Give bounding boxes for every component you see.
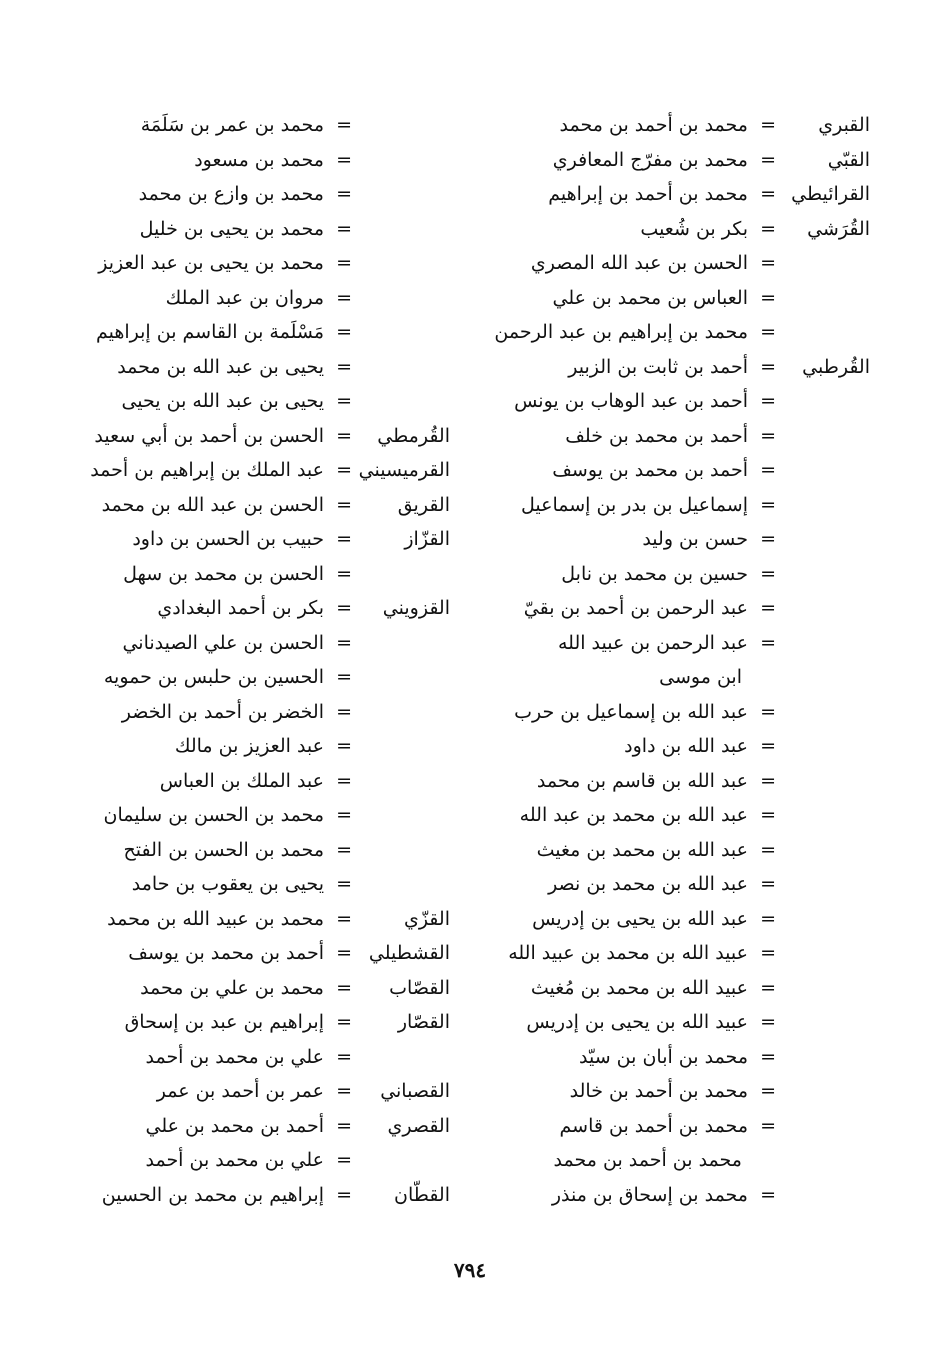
page-number: ٧٩٤ bbox=[453, 1258, 487, 1282]
entry-name: محمد بن أحمد بن إبراهيم bbox=[548, 183, 748, 205]
entry-nisba: القصّار bbox=[397, 1011, 450, 1033]
index-entry bbox=[70, 419, 450, 454]
entry-equals-sign: = bbox=[760, 769, 776, 792]
entry-equals-sign: = bbox=[336, 493, 352, 516]
index-entry bbox=[470, 419, 870, 454]
entry-equals-sign: = bbox=[760, 976, 776, 999]
entry-name: عبد الله بن إسماعيل بن حرب bbox=[514, 700, 748, 723]
index-entry bbox=[70, 315, 450, 350]
index-entry bbox=[70, 177, 450, 212]
entry-equals-sign: = bbox=[336, 700, 352, 723]
entry-name: الحسن بن عبد الله بن محمد bbox=[101, 493, 324, 516]
entry-name: الحسن بن أحمد بن أبي سعيد bbox=[94, 424, 324, 447]
entry-name: محمد بن أحمد بن خالد bbox=[569, 1080, 748, 1102]
entry-name: الحسن بن علي الصيدناني bbox=[122, 631, 324, 654]
entry-equals-sign: = bbox=[760, 631, 776, 654]
entry-name: محمد بن وازع بن محمد bbox=[138, 183, 324, 205]
index-entry bbox=[70, 660, 450, 695]
entry-nisba: القطّان bbox=[393, 1183, 450, 1206]
entry-equals-sign: = bbox=[336, 666, 352, 688]
index-entry bbox=[470, 902, 870, 937]
index-entry bbox=[470, 1005, 870, 1040]
index-entry bbox=[470, 1178, 870, 1213]
entry-equals-sign: = bbox=[760, 252, 776, 274]
entry-name: إبراهيم بن عبد بن إسحاق bbox=[124, 1011, 324, 1033]
entry-equals-sign: = bbox=[336, 597, 352, 619]
entry-equals-sign: = bbox=[336, 1011, 352, 1033]
entry-name: عبد الله بن محمد بن نصر bbox=[548, 873, 748, 895]
entry-equals-sign: = bbox=[760, 838, 776, 861]
entry-equals-sign: = bbox=[336, 459, 352, 481]
entry-name: محمد بن إسحاق بن منذر bbox=[551, 1183, 748, 1206]
entry-name: مروان بن عبد الملك bbox=[165, 286, 324, 309]
index-entry bbox=[70, 626, 450, 661]
index-entry bbox=[470, 212, 870, 247]
entry-equals-sign: = bbox=[760, 1183, 776, 1206]
index-entry bbox=[70, 453, 450, 488]
index-entry bbox=[70, 936, 450, 971]
index-entry bbox=[470, 281, 870, 316]
index-entry bbox=[70, 557, 450, 592]
entry-equals-sign: = bbox=[336, 942, 352, 964]
index-entry bbox=[470, 971, 870, 1006]
index-entry bbox=[470, 557, 870, 592]
right-column bbox=[470, 108, 870, 1212]
entry-nisba: القزّي bbox=[403, 907, 450, 930]
entry-nisba: القزّاز bbox=[404, 528, 450, 550]
index-entry bbox=[470, 384, 870, 419]
entry-equals-sign: = bbox=[336, 1045, 352, 1068]
index-entry bbox=[70, 384, 450, 419]
index-entry bbox=[470, 350, 870, 385]
index-entry bbox=[70, 971, 450, 1006]
entry-name: محمد بن أحمد بن محمد bbox=[553, 1149, 742, 1171]
entry-nisba: القبّي bbox=[827, 148, 870, 171]
entry-equals-sign: = bbox=[760, 804, 776, 826]
entry-equals-sign: = bbox=[336, 838, 352, 861]
entry-nisba: القبري bbox=[818, 114, 870, 136]
entry-name: محمد بن مفرّج المعافري bbox=[552, 148, 748, 171]
entry-equals-sign: = bbox=[760, 1045, 776, 1068]
entry-name: الحسين بن حلبس بن حمويه bbox=[103, 666, 324, 688]
entry-name: محمد بن يحيى بن خليل bbox=[139, 217, 324, 240]
entry-equals-sign: = bbox=[336, 390, 352, 412]
entry-name: محمد بن يحيى بن عبد العزيز bbox=[98, 252, 324, 274]
index-entry bbox=[70, 1074, 450, 1109]
entry-name: محمد بن عبيد الله بن محمد bbox=[107, 907, 324, 930]
entry-equals-sign: = bbox=[760, 493, 776, 516]
entry-name: عبيد الله بن يحيى بن إدريس bbox=[526, 1011, 748, 1033]
index-entry bbox=[470, 108, 870, 143]
index-entry bbox=[470, 1040, 870, 1075]
entry-equals-sign: = bbox=[336, 183, 352, 205]
entry-nisba: القشطيلي bbox=[368, 942, 450, 964]
entry-name: عبد الله بن محمد بن مغيث bbox=[536, 838, 748, 861]
index-entry bbox=[70, 522, 450, 557]
entry-name: عبيد الله بن محمد بن مُغيث bbox=[530, 976, 748, 999]
entry-equals-sign: = bbox=[760, 114, 776, 136]
entry-equals-sign: = bbox=[336, 355, 352, 378]
entry-nisba: القصباني bbox=[380, 1080, 450, 1102]
entry-equals-sign: = bbox=[760, 148, 776, 171]
entry-name: يحيى بن يعقوب بن حامد bbox=[131, 873, 324, 895]
entry-name: يحيى بن عبد الله بن يحيى bbox=[121, 390, 324, 412]
entry-equals-sign: = bbox=[336, 873, 352, 895]
index-entry bbox=[470, 1109, 870, 1144]
left-column bbox=[70, 108, 450, 1212]
index-entry bbox=[470, 591, 870, 626]
entry-nisba: القريق bbox=[397, 493, 450, 516]
entry-name: حسن بن وليد bbox=[642, 528, 748, 550]
index-entry bbox=[470, 488, 870, 523]
entry-name: الحسن بن عبد الله المصري bbox=[530, 252, 748, 274]
index-entry bbox=[70, 1040, 450, 1075]
index-entry bbox=[470, 1074, 870, 1109]
entry-nisba: القرائيطي bbox=[791, 183, 870, 205]
entry-name: العباس بن محمد بن علي bbox=[552, 286, 748, 309]
entry-name: أحمد بن محمد بن خلف bbox=[565, 424, 748, 447]
entry-equals-sign: = bbox=[760, 183, 776, 205]
index-entry bbox=[470, 833, 870, 868]
entry-name: محمد بن عمر بن سَلَمَة bbox=[140, 114, 324, 136]
entry-nisba: القُرمطي bbox=[377, 424, 450, 447]
entry-name: حسين بن محمد بن نابل bbox=[561, 562, 748, 585]
entry-name: إبراهيم بن محمد بن الحسين bbox=[101, 1183, 324, 1206]
index-entry bbox=[70, 246, 450, 281]
entry-equals-sign: = bbox=[760, 217, 776, 240]
index-entry bbox=[470, 177, 870, 212]
index-entry bbox=[70, 1109, 450, 1144]
index-entry bbox=[470, 764, 870, 799]
index-entry bbox=[470, 798, 870, 833]
entry-equals-sign: = bbox=[760, 355, 776, 378]
index-entry bbox=[470, 246, 870, 281]
index-entry bbox=[70, 1005, 450, 1040]
entry-equals-sign: = bbox=[760, 528, 776, 550]
entry-name: علي بن محمد بن أحمد bbox=[145, 1045, 324, 1068]
entry-name: بكر بن أحمد البغدادي bbox=[157, 597, 324, 619]
entry-name: محمد بن مسعود bbox=[194, 148, 324, 171]
entry-nisba: القصري bbox=[387, 1114, 450, 1137]
index-entry bbox=[70, 591, 450, 626]
entry-equals-sign: = bbox=[336, 217, 352, 240]
entry-equals-sign: = bbox=[336, 424, 352, 447]
entry-name: عبد الله بن قاسم بن محمد bbox=[536, 769, 748, 792]
index-entry bbox=[470, 660, 870, 695]
index-entry bbox=[70, 281, 450, 316]
index-entry bbox=[470, 1143, 870, 1178]
entry-nisba: القزويني bbox=[382, 597, 450, 619]
entry-name: عبد الله بن محمد بن عبد الله bbox=[519, 804, 748, 826]
entry-equals-sign: = bbox=[336, 769, 352, 792]
entry-name: حبيب بن الحسن بن داود bbox=[132, 528, 324, 550]
index-entry bbox=[470, 729, 870, 764]
entry-name: أحمد بن محمد بن يوسف bbox=[552, 459, 748, 481]
index-entry bbox=[70, 488, 450, 523]
entry-name: الحسن بن محمد بن سهل bbox=[123, 562, 324, 585]
entry-name: أحمد بن محمد بن يوسف bbox=[128, 942, 324, 964]
entry-equals-sign: = bbox=[760, 390, 776, 412]
index-entry bbox=[470, 867, 870, 902]
entry-name: عبد الرحمن بن عبيد الله bbox=[557, 631, 748, 654]
entry-equals-sign: = bbox=[336, 735, 352, 757]
entry-equals-sign: = bbox=[760, 942, 776, 964]
entry-equals-sign: = bbox=[760, 562, 776, 585]
index-entry bbox=[70, 695, 450, 730]
entry-equals-sign: = bbox=[760, 1011, 776, 1033]
entry-equals-sign: = bbox=[760, 321, 776, 343]
entry-equals-sign: = bbox=[760, 459, 776, 481]
entry-name: عبد الله بن يحيى بن إدريس bbox=[532, 907, 748, 930]
entry-equals-sign: = bbox=[336, 1183, 352, 1206]
index-entry bbox=[470, 522, 870, 557]
entry-equals-sign: = bbox=[336, 631, 352, 654]
index-entry bbox=[470, 695, 870, 730]
index-entry bbox=[70, 729, 450, 764]
entry-equals-sign: = bbox=[760, 597, 776, 619]
entry-equals-sign: = bbox=[336, 252, 352, 274]
entry-name: أحمد بن ثابت بن الزبير bbox=[568, 355, 748, 378]
entry-equals-sign: = bbox=[336, 907, 352, 930]
index-entry bbox=[70, 143, 450, 178]
entry-equals-sign: = bbox=[336, 1149, 352, 1171]
entry-equals-sign: = bbox=[760, 286, 776, 309]
index-entry bbox=[70, 1178, 450, 1213]
entry-equals-sign: = bbox=[760, 873, 776, 895]
index-entry bbox=[70, 350, 450, 385]
index-entry bbox=[70, 902, 450, 937]
entry-equals-sign: = bbox=[336, 804, 352, 826]
entry-name: أحمد بن محمد بن علي bbox=[145, 1114, 324, 1137]
entry-equals-sign: = bbox=[336, 114, 352, 136]
entry-nisba: القُرَشي bbox=[807, 217, 870, 240]
entry-equals-sign: = bbox=[336, 1080, 352, 1102]
index-entry bbox=[70, 798, 450, 833]
entry-name: محمد بن الحسن بن سليمان bbox=[103, 804, 324, 826]
entry-name: عبد الله بن داود bbox=[624, 735, 748, 757]
entry-name: عمر بن أحمد بن عمر bbox=[156, 1080, 324, 1102]
entry-equals-sign: = bbox=[336, 528, 352, 550]
entry-equals-sign: = bbox=[336, 321, 352, 343]
entry-name: عبيد الله بن محمد بن عبيد الله bbox=[508, 942, 748, 964]
index-entry bbox=[70, 764, 450, 799]
index-entry bbox=[470, 936, 870, 971]
entry-name: محمد بن الحسن بن الفتح bbox=[123, 838, 324, 861]
index-entry bbox=[70, 833, 450, 868]
entry-equals-sign: = bbox=[760, 735, 776, 757]
entry-equals-sign: = bbox=[336, 148, 352, 171]
entry-name: بكر بن شُعيب bbox=[640, 217, 748, 240]
index-entry bbox=[470, 315, 870, 350]
entry-name: محمد بن أحمد بن محمد bbox=[559, 114, 748, 136]
index-entry bbox=[470, 453, 870, 488]
entry-nisba: القصّاب bbox=[389, 976, 450, 999]
entry-name: ابن موسى bbox=[659, 666, 742, 688]
index-entry bbox=[70, 1143, 450, 1178]
entry-name: عبد الملك بن العباس bbox=[159, 769, 324, 792]
entry-equals-sign: = bbox=[760, 424, 776, 447]
entry-name: الخضر بن أحمد بن الخضر bbox=[121, 700, 324, 723]
entry-equals-sign: = bbox=[760, 1080, 776, 1102]
entry-name: إسماعيل بن بدر بن إسماعيل bbox=[521, 493, 748, 516]
entry-name: مَسْلَمة بن القاسم بن إبراهيم bbox=[95, 321, 324, 343]
entry-nisba: القرميسيني bbox=[358, 459, 450, 481]
index-entry bbox=[70, 212, 450, 247]
entry-name: علي بن محمد بن أحمد bbox=[145, 1149, 324, 1171]
index-entry bbox=[470, 626, 870, 661]
entry-equals-sign: = bbox=[760, 907, 776, 930]
entry-name: عبد الرحمن بن أحمد بن بقيّ bbox=[523, 597, 748, 619]
entry-equals-sign: = bbox=[336, 562, 352, 585]
entry-equals-sign: = bbox=[336, 1114, 352, 1137]
entry-name: محمد بن أحمد بن قاسم bbox=[559, 1114, 748, 1137]
entry-equals-sign: = bbox=[760, 700, 776, 723]
entry-equals-sign: = bbox=[760, 1114, 776, 1137]
entry-name: محمد بن علي بن محمد bbox=[140, 976, 324, 999]
entry-name: عبد العزيز بن مالك bbox=[174, 735, 324, 757]
entry-equals-sign: = bbox=[336, 286, 352, 309]
entry-name: أحمد بن عبد الوهاب بن يونس bbox=[514, 390, 748, 412]
entry-name: يحيى بن عبد الله بن محمد bbox=[117, 355, 324, 378]
entry-nisba: القُرطبي bbox=[802, 355, 870, 378]
index-entry bbox=[70, 867, 450, 902]
entry-name: عبد الملك بن إبراهيم بن أحمد bbox=[90, 459, 324, 481]
entry-name: محمد بن إبراهيم بن عبد الرحمن bbox=[494, 321, 748, 343]
entry-equals-sign: = bbox=[336, 976, 352, 999]
entry-name: محمد بن أبان بن سيّد bbox=[579, 1045, 748, 1068]
index-entry bbox=[70, 108, 450, 143]
index-entry bbox=[470, 143, 870, 178]
